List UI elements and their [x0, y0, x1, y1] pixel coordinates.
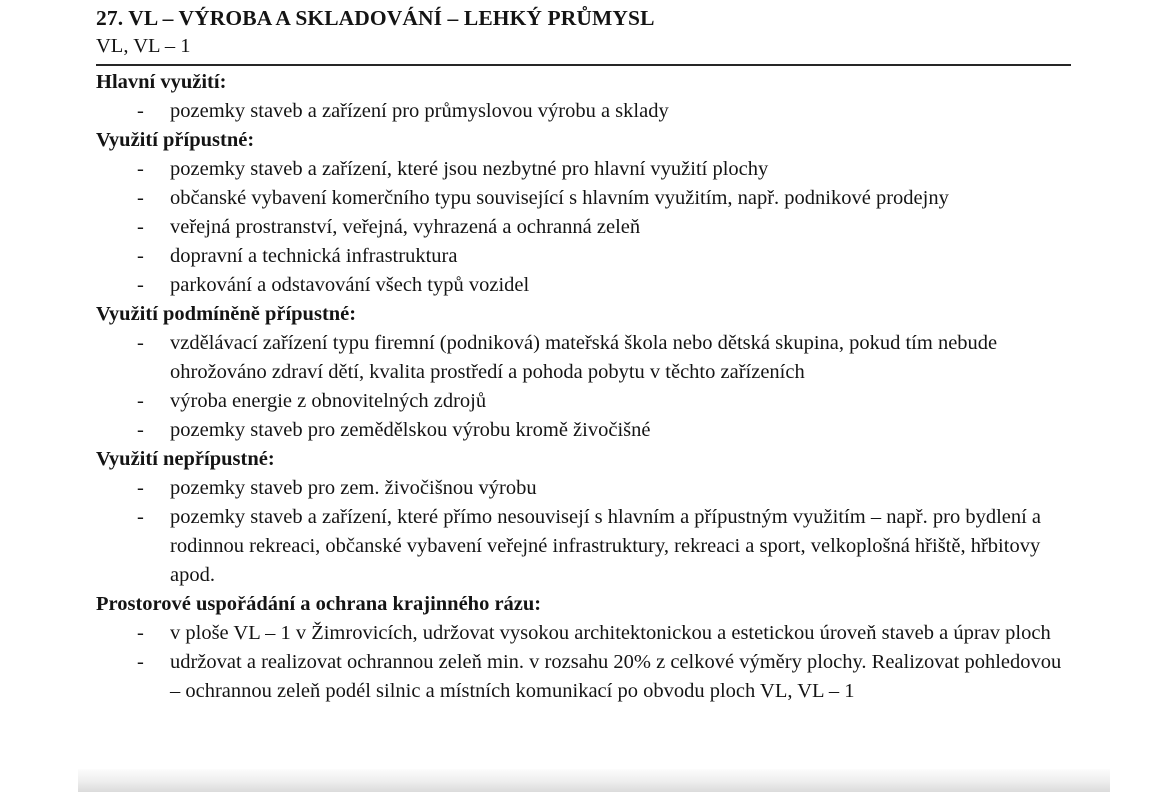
- list-item: [96, 155, 1071, 184]
- section: [96, 68, 1071, 126]
- dash-marker: -: [137, 158, 144, 180]
- dash-marker: -: [137, 419, 144, 441]
- dash-marker: -: [137, 274, 144, 296]
- section-item-list: [96, 619, 1071, 706]
- section: [96, 445, 1071, 590]
- list-item: [96, 213, 1071, 242]
- dash-marker: -: [137, 100, 144, 122]
- dash-marker: -: [137, 477, 144, 499]
- dash-marker: -: [137, 187, 144, 209]
- list-item: [96, 503, 1071, 590]
- section: [96, 126, 1071, 300]
- list-item-text: v ploše VL – 1 v Žimrovicích, udržovat vysokou architektonickou a estetickou úroveň staveb a úprav ploch: [170, 622, 1051, 644]
- section-item-list: [96, 97, 1071, 126]
- dash-marker: -: [137, 622, 144, 644]
- list-item-text: výroba energie z obnovitelných zdrojů: [170, 390, 487, 412]
- list-item-text: parkování a odstavování všech typů vozidel: [170, 274, 530, 296]
- list-item: [96, 387, 1071, 416]
- list-item: [96, 474, 1071, 503]
- page-title: 27. VL – VÝROBA A SKLADOVÁNÍ – LEHKÝ PRŮMYSL: [96, 6, 655, 30]
- list-item-text: pozemky staveb pro zem. živočišnou výrobu: [170, 477, 537, 499]
- list-item-text: pozemky staveb a zařízení, které jsou nezbytné pro hlavní využití plochy: [170, 158, 769, 180]
- list-item-text: pozemky staveb pro zemědělskou výrobu kromě živočišné: [170, 419, 651, 441]
- list-item: [96, 97, 1071, 126]
- list-item: [96, 648, 1071, 706]
- list-item-text: veřejná prostranství, veřejná, vyhrazená a ochranná zeleň: [170, 216, 641, 238]
- section-heading: Prostorové uspořádání a ochrana krajinného rázu:: [96, 593, 542, 615]
- dash-marker: -: [137, 245, 144, 267]
- page-subtitle: VL, VL – 1: [96, 35, 191, 57]
- section: [96, 590, 1071, 706]
- list-item-text: pozemky staveb a zařízení pro průmyslovou výrobu a sklady: [170, 100, 669, 122]
- list-item-text: občanské vybavení komerčního typu související s hlavním využitím, např. podnikové prodejny: [170, 187, 949, 209]
- list-item: [96, 242, 1071, 271]
- dash-marker: -: [137, 651, 144, 673]
- section-heading: Využití přípustné:: [96, 129, 255, 151]
- list-item: [96, 184, 1071, 213]
- sections-container: [96, 68, 1071, 706]
- section-heading: Hlavní využití:: [96, 71, 227, 93]
- list-item-text: vzdělávací zařízení typu firemní (podniková) mateřská škola nebo dětská skupina, pokud tím nebude ohrožováno zdraví dětí, kvalita prostředí a pohoda pobytu v těchto zařízeních: [170, 332, 998, 383]
- dash-marker: -: [137, 332, 144, 354]
- section: [96, 300, 1071, 445]
- section-heading: Využití podmíněně přípustné:: [96, 303, 357, 325]
- dash-marker: -: [137, 506, 144, 528]
- section-heading: Využití nepřípustné:: [96, 448, 275, 470]
- dash-marker: -: [137, 390, 144, 412]
- section-item-list: [96, 474, 1071, 590]
- page-bottom-edge-shadow: [78, 769, 1110, 792]
- list-item: [96, 416, 1071, 445]
- list-item: [96, 329, 1071, 387]
- document-content: [96, 4, 1071, 706]
- section-item-list: [96, 155, 1071, 300]
- list-item-text: pozemky staveb a zařízení, které přímo nesouvisejí s hlavním a přípustným využitím – např. pro bydlení a rodinnou rekreaci, občanské vybavení veřejné infrastruktury, rekreaci a sport, velkoplošná hřiště, hřbitovy apod.: [170, 506, 1042, 586]
- dash-marker: -: [137, 216, 144, 238]
- header-rule: [96, 64, 1071, 66]
- list-item-text: dopravní a technická infrastruktura: [170, 245, 458, 267]
- section-item-list: [96, 329, 1071, 445]
- list-item: [96, 619, 1071, 648]
- list-item-text: udržovat a realizovat ochrannou zeleň min. v rozsahu 20% z celkové výměry plochy. Realizovat pohledovou – ochrannou zeleň podél silnic a místních komunikací po obvodu ploch VL, VL – 1: [170, 651, 1062, 702]
- list-item: [96, 271, 1071, 300]
